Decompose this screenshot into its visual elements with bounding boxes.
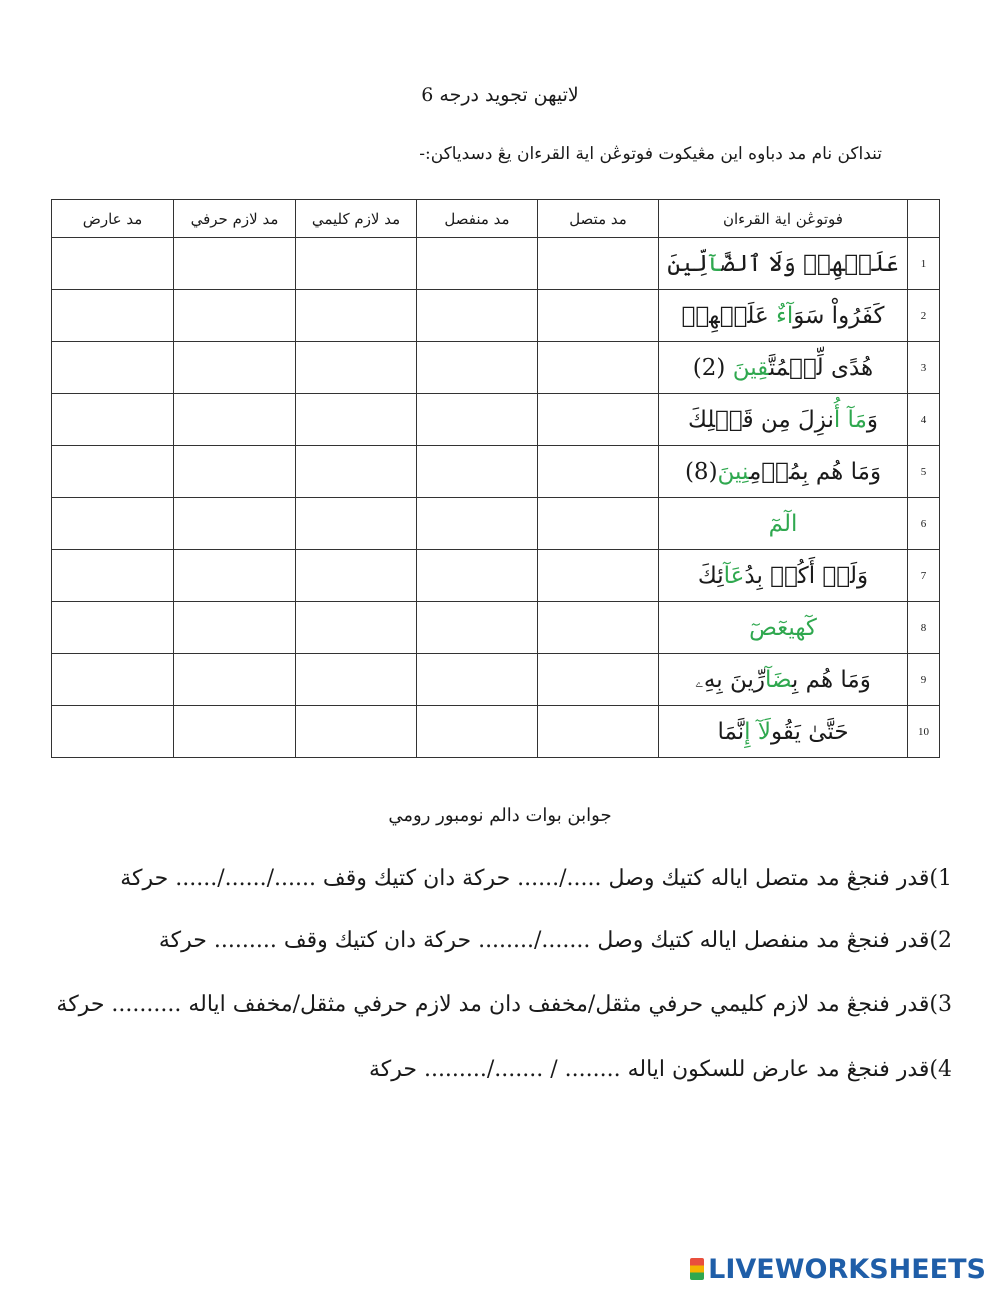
answer-cell-mad-muttasil[interactable] [538, 654, 659, 706]
row-number: 3 [908, 342, 940, 394]
answer-cell-mad-muttasil[interactable] [538, 238, 659, 290]
question-4: 4)قدر فنجڠ مد عارض للسكون اياله ........ / ......./......... حركة [368, 1057, 952, 1082]
table-row [52, 654, 940, 706]
ayah-cell [659, 550, 908, 602]
row-number: 4 [908, 394, 940, 446]
table-row [52, 446, 940, 498]
header-ayah: فوتوڠن اية القرءان [659, 200, 908, 238]
row-number: 5 [908, 446, 940, 498]
table-row [52, 238, 940, 290]
question-3: 3)قدر فنجڠ مد لازم كليمي حرفي مثقل/مخفف دان مد لازم حرفي مثقل/مخفف اياله .......... حركة [56, 992, 952, 1017]
ayah-highlight-segment: الٓمٓ [768, 510, 798, 537]
answer-cell-mad-lazim-harfi[interactable] [174, 290, 296, 342]
ayah-cell [659, 602, 908, 654]
answer-cell-mad-arid[interactable] [52, 654, 174, 706]
answer-cell-mad-munfasil[interactable] [417, 550, 538, 602]
answer-cell-mad-munfasil[interactable] [417, 238, 538, 290]
answer-table [51, 199, 940, 758]
answer-cell-mad-lazim-kalimi[interactable] [296, 342, 417, 394]
ayah-highlight-segment: آءٌ [776, 302, 794, 329]
answer-cell-mad-lazim-kalimi[interactable] [296, 446, 417, 498]
ayah-text-segment: هُدًى لِّلۡمُتَّ [768, 354, 874, 381]
answer-cell-mad-muttasil[interactable] [538, 394, 659, 446]
header-mad-munfasil: مد منفصل [417, 200, 538, 238]
ayah-text-segment: رِّينَ بِهِۦ [695, 666, 765, 693]
answer-cell-mad-munfasil[interactable] [417, 654, 538, 706]
answer-cell-mad-muttasil[interactable] [538, 342, 659, 394]
liveworksheets-logo-icon [690, 1258, 704, 1280]
answer-cell-mad-lazim-kalimi[interactable] [296, 602, 417, 654]
answer-cell-mad-arid[interactable] [52, 446, 174, 498]
row-number: 10 [908, 706, 940, 758]
answer-cell-mad-lazim-kalimi[interactable] [296, 706, 417, 758]
ayah-cell [659, 394, 908, 446]
answer-cell-mad-arid[interactable] [52, 394, 174, 446]
ayah-cell [659, 498, 908, 550]
table-row [52, 342, 940, 394]
answer-cell-mad-munfasil[interactable] [417, 706, 538, 758]
answer-cell-mad-lazim-harfi[interactable] [174, 238, 296, 290]
answer-cell-mad-lazim-harfi[interactable] [174, 550, 296, 602]
answer-cell-mad-muttasil[interactable] [538, 550, 659, 602]
header-mad-muttasil: مد متصل [538, 200, 659, 238]
header-mad-lazim-kalimi: مد لازم كليمي [296, 200, 417, 238]
ayah-cell [659, 706, 908, 758]
ayah-text-segment: نزِلَ مِن قَبۡلِكَ [688, 406, 834, 433]
table-row [52, 394, 940, 446]
answer-cell-mad-arid[interactable] [52, 342, 174, 394]
logo-text: LIVEWORKSHEETS [708, 1253, 986, 1285]
answer-cell-mad-arid[interactable] [52, 498, 174, 550]
ayah-text-segment: وَلَمۡ أَكُنۢ بِدُ [744, 562, 869, 589]
answer-cell-mad-arid[interactable] [52, 706, 174, 758]
table-row [52, 290, 940, 342]
ayah-text-segment: وَمَا هُم بِمُؤۡمِ [748, 458, 882, 485]
ayah-highlight-segment: لَآ إِ [744, 718, 771, 745]
ayah-highlight-segment: مَآ أُ [833, 406, 867, 433]
ayah-text-segment: وَ [866, 406, 878, 433]
answer-cell-mad-lazim-harfi[interactable] [174, 498, 296, 550]
worksheet-title: لاتيهن تجويد درجه 6 [421, 84, 579, 106]
ayah-cell [659, 654, 908, 706]
ayah-text-segment: (8) [684, 458, 718, 485]
header-mad-lazim-harfi: مد لازم حرفي [174, 200, 296, 238]
question-2: 2)قدر فنجڠ مد منفصل اياله كتيك وصل ......./........ حركة دان كتيك وقف ......... حركة [158, 928, 952, 953]
ayah-highlight-segment: آ [707, 250, 722, 277]
answer-cell-mad-lazim-kalimi[interactable] [296, 290, 417, 342]
ayah-highlight-segment: نِينَ [717, 458, 749, 485]
ayah-highlight-segment: قِينَ [732, 354, 769, 381]
answer-cell-mad-arid[interactable] [52, 290, 174, 342]
ayah-text-segment: وَمَا هُم بِ [791, 666, 871, 693]
ayah-text-segment: حَتَّىٰ يَقُو [770, 718, 849, 745]
ayah-highlight-segment: ضَآ [764, 666, 792, 693]
answer-cell-mad-muttasil[interactable] [538, 498, 659, 550]
answer-cell-mad-lazim-harfi[interactable] [174, 654, 296, 706]
answer-cell-mad-munfasil[interactable] [417, 394, 538, 446]
ayah-text-segment: عَلَيۡهِمۡ [681, 302, 776, 329]
table-row [52, 550, 940, 602]
answer-cell-mad-lazim-kalimi[interactable] [296, 238, 417, 290]
answer-cell-mad-arid[interactable] [52, 602, 174, 654]
answer-cell-mad-lazim-kalimi[interactable] [296, 498, 417, 550]
header-mad-arid: مد عارض [52, 200, 174, 238]
ayah-cell [659, 342, 908, 394]
ayah-text-segment: عَلَيۡهِمۡ وَلَا ٱلضَّ [721, 250, 899, 277]
row-number: 7 [908, 550, 940, 602]
ayah-text-segment: كَفَرُواْ سَوَ [793, 302, 885, 329]
ayah-highlight-segment: كٓهيعٓصٓ [749, 614, 817, 641]
table-row [52, 498, 940, 550]
ayah-text-segment: ئِكَ [697, 562, 724, 589]
answer-cell-mad-lazim-harfi[interactable] [174, 342, 296, 394]
table-row [52, 602, 940, 654]
table-header-row [52, 200, 940, 238]
ayah-cell [659, 238, 908, 290]
answer-cell-mad-muttasil[interactable] [538, 446, 659, 498]
ayah-highlight-segment: عَآ [723, 562, 745, 589]
answer-cell-mad-arid[interactable] [52, 550, 174, 602]
answer-cell-mad-muttasil[interactable] [538, 290, 659, 342]
answer-cell-mad-arid[interactable] [52, 238, 174, 290]
table-body [52, 238, 940, 758]
row-number: 6 [908, 498, 940, 550]
answer-cell-mad-lazim-kalimi[interactable] [296, 550, 417, 602]
answer-cell-mad-lazim-harfi[interactable] [174, 602, 296, 654]
header-number [908, 200, 940, 238]
row-number: 9 [908, 654, 940, 706]
answer-cell-mad-munfasil[interactable] [417, 342, 538, 394]
answer-cell-mad-lazim-harfi[interactable] [174, 394, 296, 446]
answer-cell-mad-lazim-kalimi[interactable] [296, 654, 417, 706]
answer-cell-mad-munfasil[interactable] [417, 290, 538, 342]
answer-cell-mad-lazim-harfi[interactable] [174, 446, 296, 498]
ayah-text-segment: (2) [692, 354, 733, 381]
ayah-text-segment: نَّمَا [717, 718, 745, 745]
answer-cell-mad-muttasil[interactable] [538, 602, 659, 654]
ayah-text-segment: لِّينَ [667, 250, 708, 277]
answer-cell-mad-lazim-harfi[interactable] [174, 706, 296, 758]
table-row [52, 706, 940, 758]
liveworksheets-logo [690, 1254, 986, 1284]
answer-cell-mad-muttasil[interactable] [538, 706, 659, 758]
answer-instruction: جوابن بوات دالم نومبور رومي [388, 805, 612, 826]
instruction-text: تنداكن نام مد دباوه اين مڠيكوت فوتوڠن اية القرءان يڠ دسدياكن:- [419, 144, 882, 164]
answer-cell-mad-munfasil[interactable] [417, 498, 538, 550]
row-number: 1 [908, 238, 940, 290]
ayah-cell [659, 446, 908, 498]
answer-cell-mad-lazim-kalimi[interactable] [296, 394, 417, 446]
question-1: 1)قدر فنجڠ مد متصل اياله كتيك وصل ...../...... حركة دان كتيك وقف ....../....../...... حركة [120, 866, 952, 891]
row-number: 8 [908, 602, 940, 654]
row-number: 2 [908, 290, 940, 342]
answer-cell-mad-munfasil[interactable] [417, 446, 538, 498]
ayah-cell [659, 290, 908, 342]
answer-cell-mad-munfasil[interactable] [417, 602, 538, 654]
